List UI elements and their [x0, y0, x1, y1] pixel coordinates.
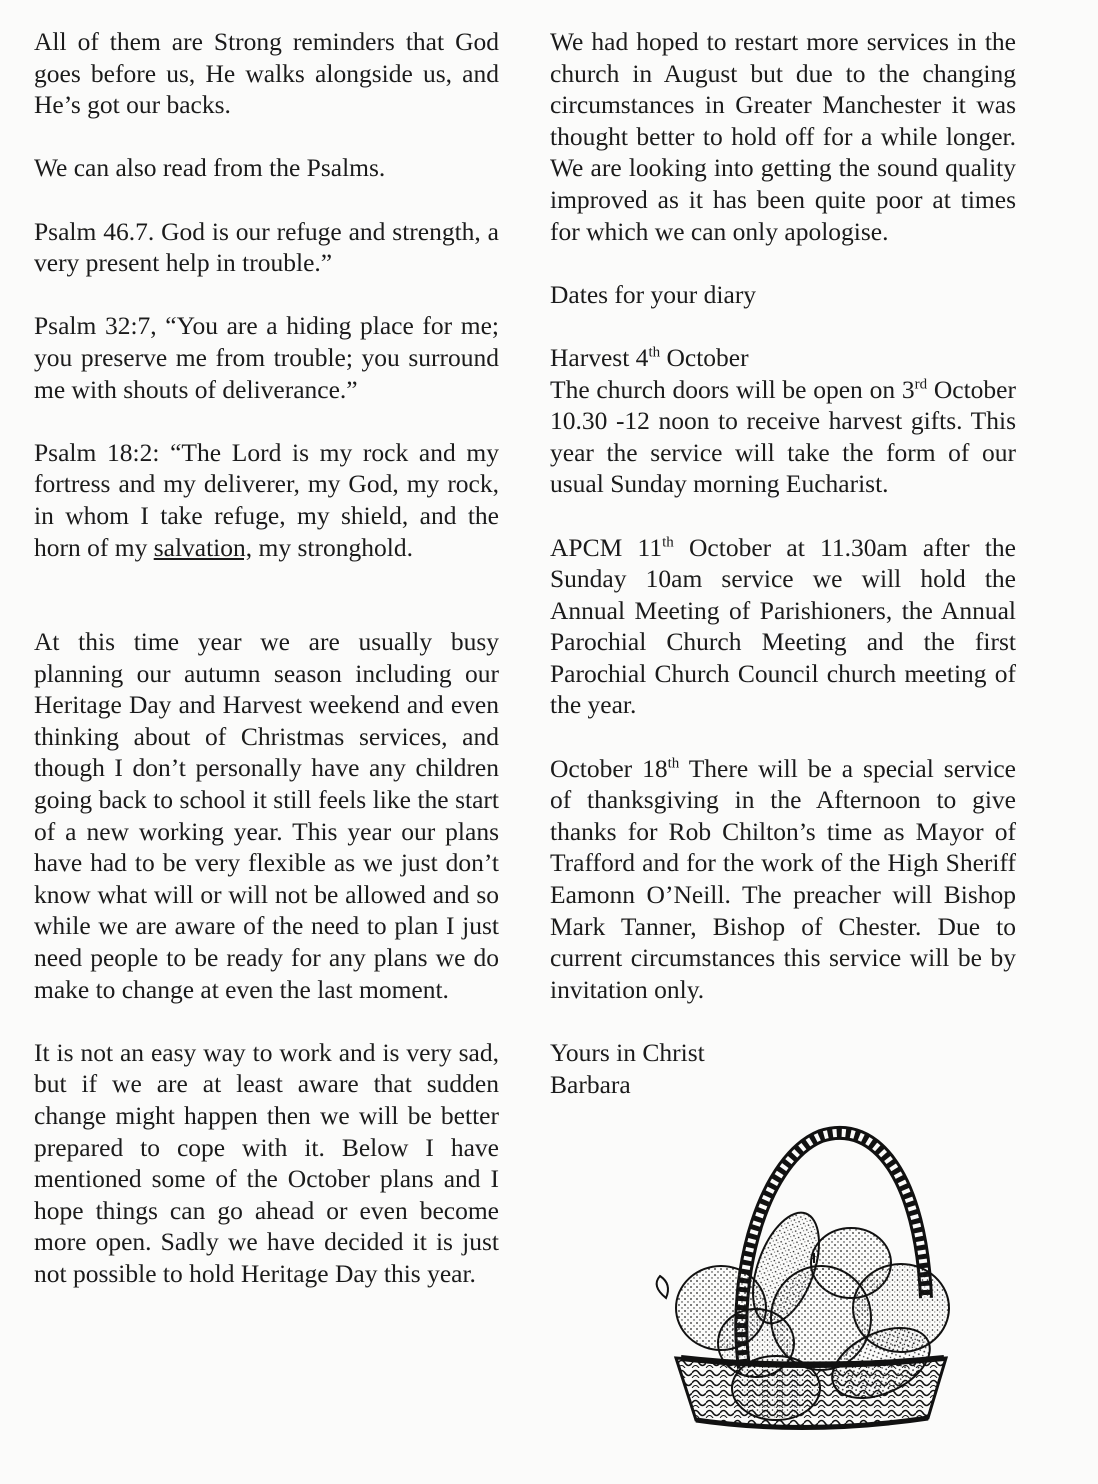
reminder-paragraph: All of them are Strong reminders that God goes before us, He walks alongside us, and He’s got our backs.: [34, 27, 499, 120]
diary-heading: Dates for your diary: [550, 279, 757, 309]
october-18-paragraph: [550, 753, 1016, 1006]
apcm-rest: October at 11.30am after the Sunday 10am service we will hold the Annual Meeting of Parishioners, the Annual Parochial Church Meeting and the first Parochial Church Council church meeting of the year.: [550, 532, 1016, 720]
harvest-details: [550, 374, 1016, 500]
autumn-plans-paragraph: At this time year we are usually busy planning our autumn season including our Heritage Day and Harvest weekend and even thinking about of Christmas services, and though I don’t personally have any children going back to school it still feels like the start of a new working year. This year our plans have had to be very flexible as we just don’t know what will or will not be allowed and so while we are aware of the need to plan I just need people to be ready for any plans we do make to change at even the last moment.: [34, 627, 499, 1004]
left-column: [34, 26, 499, 1321]
services-paragraph: We had hoped to restart more services in the church in August but due to the changing circumstances in Greater Manchester it was thought better to hold off for a while longer. We are looking into getting the sound quality improved as it has been quite poor at times for which we can only apologise.: [550, 27, 1016, 246]
apcm-sup: th: [662, 534, 674, 550]
right-column: [550, 26, 1016, 1100]
signature: Barbara: [550, 1069, 631, 1099]
apcm-paragraph: [550, 532, 1016, 722]
psalms-intro: We can also read from the Psalms.: [34, 153, 386, 183]
fruit-basket-illustration: [636, 1118, 976, 1444]
harvest-title-text: Harvest 4: [550, 342, 649, 372]
october-18-rest: There will be a special service of thanksgiving in the Afternoon to give thanks for Rob Chilton’s time as Mayor of Trafford and for the work of the High Sheriff Eamonn O’Neill. The preacher will Bishop Mark Tanner, Bishop of Chester. Due to current circumstances this service will be by invitation only.: [550, 753, 1016, 1004]
harvest-title: [550, 342, 1016, 374]
harvest-title-month: October: [660, 342, 749, 372]
signoff: Yours in Christ: [550, 1038, 705, 1067]
harvest-details-sup: rd: [914, 376, 928, 393]
apcm-text: APCM 11: [550, 532, 663, 562]
psalm-18-text: Psalm 18:2: “The Lord is my rock and my fortress and my deliverer, my God, my rock, in whom I take refuge, my shield, and the horn of my: [34, 437, 499, 562]
october-18-text: October 18: [550, 753, 668, 783]
psalm-46-quote: Psalm 46.7. God is our refuge and strength, a very present help in trouble.”: [34, 216, 499, 278]
change-paragraph: It is not an easy way to work and is very sad, but if we are at least aware that sudden change might happen then we will be better prepared to cope with it. Below I have mentioned some of the October plans and I hope things can go ahead or even become more open. Sadly we have decided it is just not possible to hold Heritage Day this year.: [34, 1037, 499, 1288]
october-18-sup: th: [667, 755, 680, 772]
salvation-underlined: salvation,: [153, 532, 253, 562]
psalm-18-quote: [34, 437, 499, 563]
psalm-18-end: my stronghold.: [252, 532, 413, 562]
harvest-details-text: The church doors will be open on 3: [550, 374, 915, 404]
harvest-title-sup: th: [648, 344, 661, 361]
psalm-32-quote: Psalm 32:7, “You are a hiding place for me; you preserve me from trouble; you surround me with shouts of deliverance.”: [34, 311, 499, 404]
harvest-details-rest: October 10.30 -12 noon to receive harvest gifts. This year the service will take the form of our usual Sunday morning Eucharist.: [550, 374, 1016, 499]
